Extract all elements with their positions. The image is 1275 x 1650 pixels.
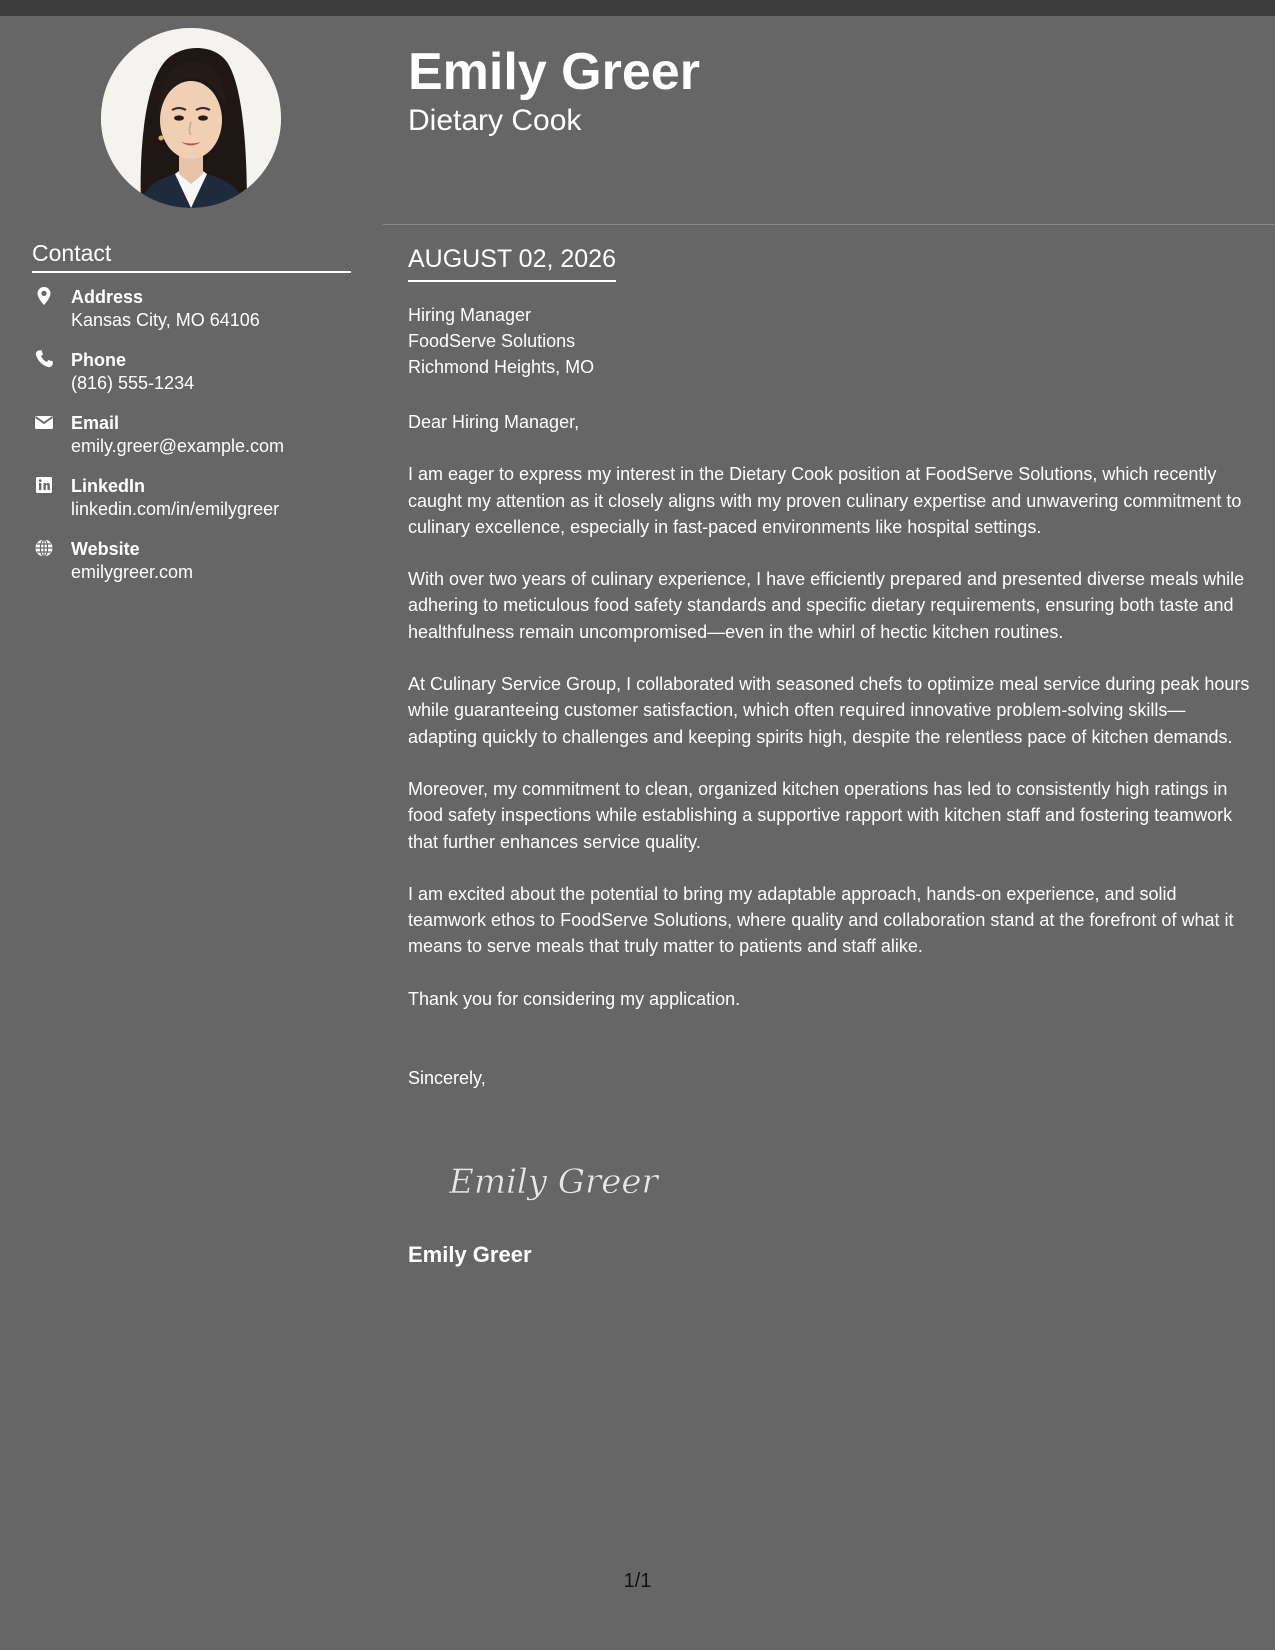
- email-value[interactable]: emily.greer@example.com: [71, 436, 285, 456]
- body-paragraph: Moreover, my commitment to clean, organized kitchen operations has led to consistently high ratings in food safety inspections while establishing a supportive rapport with kitchen staff and fostering teamwork that further enhances service quality.: [408, 778, 1233, 852]
- contact-item-email: [32, 412, 362, 475]
- contact-label: Phone: [71, 350, 127, 370]
- map-pin-icon: [34, 286, 54, 306]
- contact-item-address: [32, 286, 362, 349]
- signature: [443, 1151, 663, 1209]
- top-bar: [0, 0, 1275, 16]
- header-divider: [383, 224, 1275, 225]
- letter-body: [408, 302, 1250, 1091]
- signature-image: [443, 1151, 663, 1209]
- globe-icon: [34, 538, 54, 558]
- applicant-name: Emily Greer: [408, 43, 700, 101]
- contact-heading: Contact: [32, 240, 351, 273]
- contact-item-phone: [32, 349, 362, 412]
- phone-icon: [34, 349, 54, 369]
- body-paragraph: I am eager to express my interest in the Dietary Cook position at FoodServe Solutions, which recently caught my attention as it closely aligns with my proven culinary expertise and unwavering commitment to culinary excellence, especially in fast-paced environments like hospital settings.: [408, 464, 1242, 537]
- signature-text: Emily Greer: [449, 1162, 658, 1202]
- letter-date: AUGUST 02, 2026: [408, 244, 616, 282]
- body-paragraph: At Culinary Service Group, I collaborated with seasoned chefs to optimize meal service during peak hours while guaranteeing customer satisfaction, which often required innovative problem-solving skills—adapting quickly to challenges and keeping spirits high, despite the relentless pace of kitchen demands.: [408, 674, 1250, 747]
- profile-photo: [101, 28, 281, 208]
- phone-value: (816) 555-1234: [71, 373, 195, 393]
- body-paragraph: With over two years of culinary experience, I have efficiently prepared and presented diverse meals while adhering to meticulous food safety standards and specific dietary requirements, ensuring both taste and healthfulness remain uncompromised—even in the whirl of hectic kitchen routines.: [408, 569, 1245, 642]
- thank-you-line: Thank you for considering my application.: [408, 988, 741, 1009]
- contact-label: Website: [71, 539, 140, 559]
- avatar: [101, 28, 281, 208]
- recipient-line: Hiring Manager: [408, 305, 532, 325]
- contact-label: Address: [71, 287, 144, 307]
- envelope-icon: [34, 412, 54, 432]
- contact-item-linkedin: [32, 475, 362, 538]
- recipient-block: [408, 302, 1250, 380]
- job-title: Dietary Cook: [408, 104, 582, 137]
- closing: Sincerely,: [408, 1068, 486, 1089]
- letter-main: [383, 16, 1275, 1650]
- cover-letter-page: [0, 16, 1275, 1650]
- sidebar: [0, 16, 383, 1650]
- body-paragraph: I am excited about the potential to bring my adaptable approach, hands-on experience, and solid teamwork ethos to FoodServe Solutions, where quality and collaboration stand at the forefront of what it means to serve meals that truly matter to patients and staff alike.: [408, 883, 1234, 957]
- contact-label: LinkedIn: [71, 476, 146, 496]
- recipient-line: Richmond Heights, MO: [408, 357, 595, 377]
- recipient-line: FoodServe Solutions: [408, 331, 576, 351]
- contact-list: [32, 286, 362, 601]
- address-value: Kansas City, MO 64106: [71, 310, 260, 330]
- signer-name: Emily Greer: [408, 1242, 532, 1267]
- salutation: Dear Hiring Manager,: [408, 412, 580, 432]
- linkedin-value[interactable]: linkedin.com/in/emilygreer: [71, 499, 280, 519]
- website-value[interactable]: emilygreer.com: [71, 562, 194, 582]
- contact-label: Email: [71, 413, 120, 433]
- contact-item-website: [32, 538, 362, 601]
- page-number: 1/1: [623, 1570, 652, 1592]
- linkedin-icon: [34, 475, 54, 495]
